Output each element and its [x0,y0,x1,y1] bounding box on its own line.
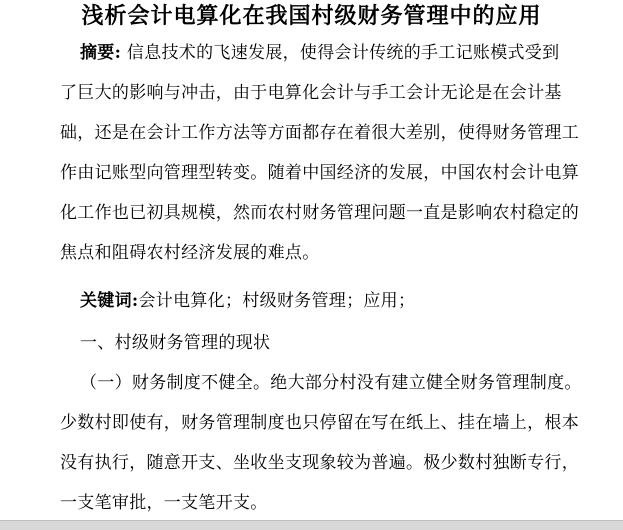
section-heading: 一、村级财务管理的现状 [80,333,271,353]
abstract-line: 础，还是在会计工作方法等方面都存在着很大差别，使得财务管理工 [60,123,579,143]
keywords-line [80,290,600,312]
abstract-line: 焦点和阻碍农村经济发展的难点。 [60,243,320,263]
section-line: （一）财务制度不健全。绝大部分村没有建立健全财务管理制度。 [80,373,582,393]
abstract-line: 了巨大的影响与冲击，由于电算化会计与手工会计无论是在会计基 [60,83,562,103]
abstract-line: 作由记账型向管理型转变。随着中国经济的发展，中国农村会计电算 [60,163,579,183]
section-line: 少数村即使有，财务管理制度也只停留在写在纸上、挂在墙上，根本 [60,413,579,433]
abstract-label: 摘要: [80,43,122,63]
abstract-line: 化工作也已初具规模，然而农村财务管理问题一直是影响农村稳定的 [60,203,579,223]
page-bottom-edge [0,520,623,530]
keywords-text: 会计电算化；村级财务管理；应用； [138,291,416,311]
document-title: 浅析会计电算化在我国村级财务管理中的应用 [81,3,542,29]
keywords-label: 关键词: [80,291,139,311]
section-line: 没有执行，随意开支、坐收坐支现象较为普遍。极少数村独断专行， [60,453,579,473]
abstract-line [80,42,600,64]
abstract-text: 信息技术的飞速发展，使得会计传统的手工记账模式受到 [126,43,560,63]
section-line: 一支笔审批，一支笔开支。 [60,493,268,513]
